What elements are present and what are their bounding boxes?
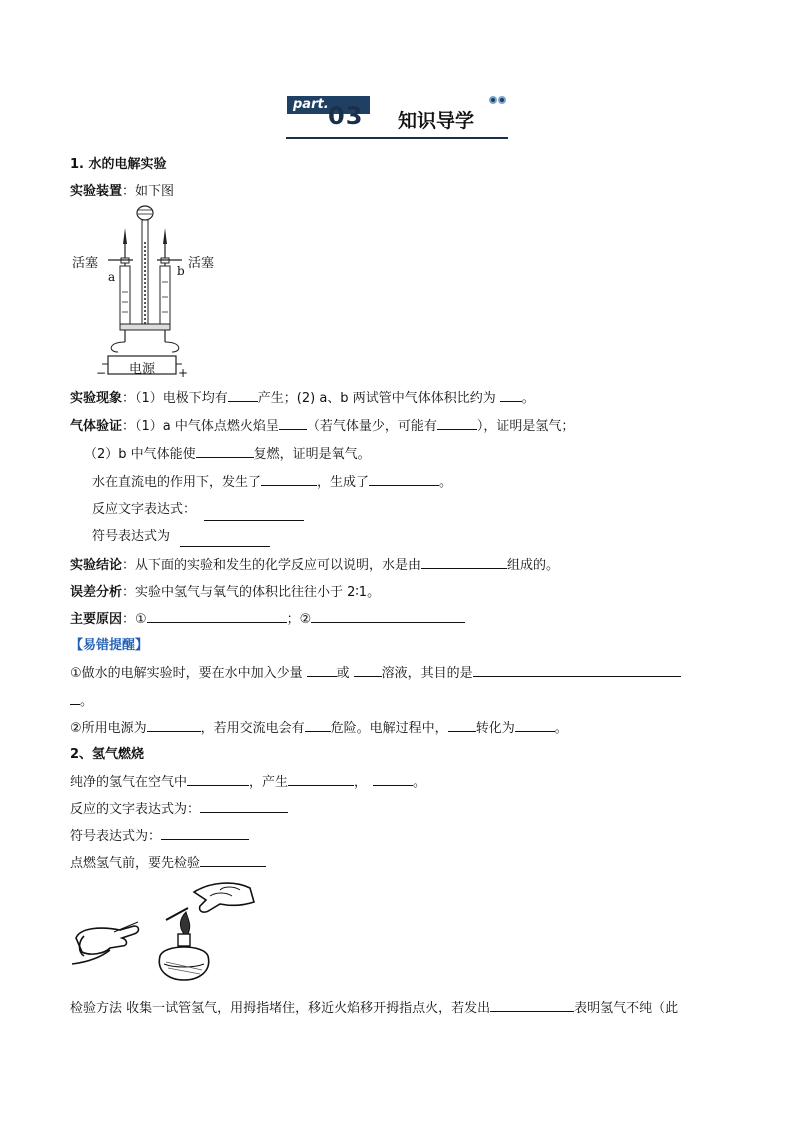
check-purity-line <box>70 852 266 871</box>
blank-energy-to[interactable] <box>515 717 555 732</box>
reason-label: 主要原因 <box>70 612 123 627</box>
blank-symbol-equation[interactable] <box>180 532 270 547</box>
verify-text-3: ），证明是氢气； <box>476 419 575 434</box>
check-purity-text: 点燃氢气前，要先检验 <box>70 856 201 871</box>
blank-energy-from[interactable] <box>448 717 476 732</box>
blank-danger[interactable] <box>305 717 331 732</box>
droplets-icon <box>488 95 508 105</box>
purity-test-illustration <box>70 878 260 982</box>
blank-reason-1[interactable] <box>147 608 287 623</box>
blank-relight[interactable] <box>196 443 254 458</box>
h2-word-eq-label: 反应的文字表达式为： <box>70 802 201 817</box>
electrolysis-apparatus-drawing <box>68 202 228 380</box>
method-text-2: 表明氢气不纯（此 <box>574 1001 679 1016</box>
blank-reason-2[interactable] <box>311 608 465 623</box>
burn-text-3: ， <box>354 775 368 790</box>
tip2-text-1: ②所用电源为 <box>70 721 147 736</box>
error-line <box>70 581 380 600</box>
method-text-1: 检验方法 收集一试管氢气，用拇指堵住，移近火焰移开拇指点火，若发出 <box>70 1001 491 1016</box>
burn-text-2: ，产生 <box>249 775 289 790</box>
tube-b-label: b <box>177 264 185 278</box>
tube-a-label: a <box>108 270 116 284</box>
purity-test-drawing <box>70 878 260 982</box>
apparatus-label: 实验装置 <box>70 184 123 199</box>
electrolysis-apparatus-figure <box>68 202 228 380</box>
part-label: part. <box>293 97 329 112</box>
blank-h2-symbol-eq[interactable] <box>161 825 249 840</box>
section-heading-hydrogen: 2、氢气燃烧 <box>70 747 145 762</box>
tip2-text-2: ，若用交流电会有 <box>200 721 305 736</box>
verify-text-2: （若气体量少，可能有 <box>306 419 437 434</box>
stopcock-label-left: 活塞 <box>72 256 99 271</box>
verify-line-2 <box>84 443 371 462</box>
tip2-text-4: 转化为 <box>475 721 515 736</box>
error-label: 误差分析 <box>70 585 123 600</box>
tip-2-line <box>70 717 568 736</box>
blank-reaction-type[interactable] <box>261 471 317 486</box>
header-rule <box>286 137 508 139</box>
tip-1-line-cont <box>70 690 93 709</box>
phenomenon-label: 实验现象 <box>70 391 123 406</box>
tip2-text-5: 。 <box>554 721 568 736</box>
burn-text-1: 纯净的氢气在空气中 <box>70 775 188 790</box>
apparatus-text: ：如下图 <box>122 184 175 199</box>
dc-text-3: 。 <box>439 475 453 490</box>
part-number: 03 <box>328 102 364 130</box>
h2-word-eq-line <box>70 798 288 817</box>
blank-products[interactable] <box>369 471 439 486</box>
minus-terminal-label: − <box>96 366 107 380</box>
blank-purity[interactable] <box>200 852 266 867</box>
phenomenon-line <box>70 387 535 406</box>
tip1-text-4: 。 <box>80 694 94 709</box>
hydrogen-burn-line <box>70 771 426 790</box>
conclusion-line <box>70 554 559 573</box>
reason-line <box>70 608 465 627</box>
blank-volume-ratio[interactable] <box>500 387 522 402</box>
tip2-text-3: 危险。电解过程中， <box>330 721 448 736</box>
tip1-text-1: ①做水的电解实验时，要在水中加入少量 <box>70 666 303 681</box>
dc-text-2: ，生成了 <box>317 475 370 490</box>
error-text: ：实验中氢气与氧气的体积比往往小于 2∶1。 <box>122 585 381 600</box>
section-heading-electrolysis: 1. 水的电解实验 <box>70 157 167 172</box>
blank-composition[interactable] <box>421 554 507 569</box>
dc-text-1: 水在直流电的作用下，发生了 <box>92 475 262 490</box>
reason-text-1: ：① <box>122 612 147 627</box>
blank-additive-1[interactable] <box>307 662 337 677</box>
burn-text-4: 。 <box>413 775 427 790</box>
blank-power-type[interactable] <box>147 717 201 732</box>
apparatus-line <box>70 180 174 199</box>
reason-text-2: ；② <box>286 612 312 627</box>
verify-text-1: ：（1）a 中气体点燃火焰呈 <box>122 419 279 434</box>
conclusion-label: 实验结论 <box>70 558 123 573</box>
verify2-text-1: （2）b 中气体能使 <box>84 447 196 462</box>
blank-bubbles[interactable] <box>228 387 258 402</box>
symbol-equation-label: 符号表达式为 <box>92 529 171 544</box>
stopcock-label-right: 活塞 <box>188 256 215 271</box>
blank-flame-color[interactable] <box>279 415 307 430</box>
verify2-text-2: 复燃，证明是氧气。 <box>253 447 371 462</box>
blank-purpose-cont[interactable] <box>70 690 80 705</box>
phenomenon-text-3: 。 <box>521 391 535 406</box>
blank-burn-3[interactable] <box>373 771 413 786</box>
verify-label: 气体验证 <box>70 419 123 434</box>
blank-purpose[interactable] <box>473 662 681 677</box>
h2-symbol-eq-label: 符号表达式为： <box>70 829 162 844</box>
verify-line-1 <box>70 415 574 434</box>
blank-small-amount[interactable] <box>437 415 477 430</box>
blank-burn-2[interactable] <box>288 771 354 786</box>
blank-additive-2[interactable] <box>354 662 382 677</box>
tip1-text-3: 溶液，其目的是 <box>381 666 473 681</box>
tips-heading: 【易错提醒】 <box>70 638 149 653</box>
phenomenon-text-2: 产生；(2) a、b 两试管中气体体积比约为 <box>257 391 496 406</box>
phenomenon-text-1: ：（1）电极下均有 <box>122 391 228 406</box>
blank-word-equation[interactable] <box>204 506 304 521</box>
conclusion-text-2: 组成的。 <box>507 558 560 573</box>
power-source-label: 电源 <box>129 362 156 377</box>
h2-symbol-eq-line <box>70 825 249 844</box>
blank-h2-word-eq[interactable] <box>200 798 288 813</box>
test-method-line <box>70 997 678 1016</box>
dc-line <box>92 471 452 490</box>
word-equation-label: 反应文字表达式： <box>92 502 197 517</box>
blank-sound[interactable] <box>490 997 574 1012</box>
blank-burn-1[interactable] <box>187 771 249 786</box>
page-title: 知识导学 <box>398 110 475 132</box>
conclusion-text-1: ：从下面的实验和发生的化学反应可以说明，水是由 <box>122 558 422 573</box>
tip-1-line <box>70 662 681 681</box>
tip1-text-2: 或 <box>336 666 350 681</box>
plus-terminal-label: + <box>178 366 189 380</box>
